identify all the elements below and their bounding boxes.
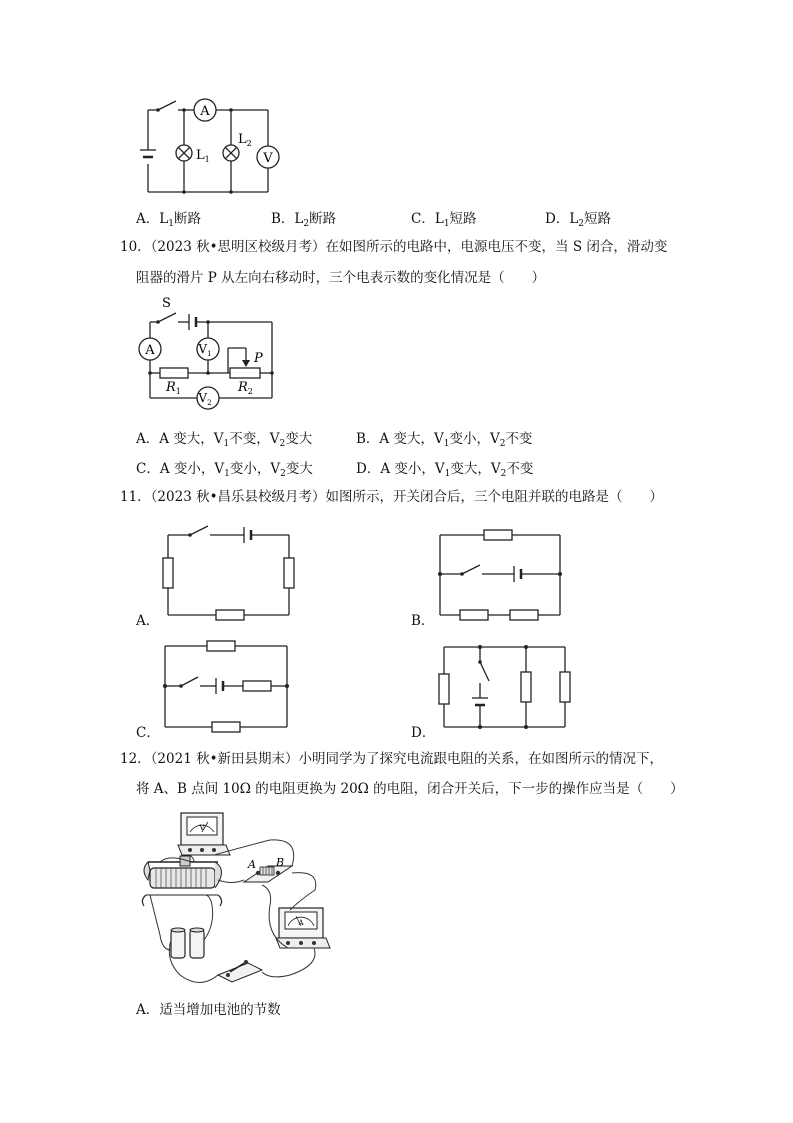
svg-text:A: A — [298, 919, 304, 927]
q12-voltmeter-icon — [178, 813, 230, 855]
q12-ammeter-icon — [276, 908, 330, 948]
q9-option-d[interactable]: D．$L_2$短路 — [545, 211, 612, 229]
q11-option-d[interactable]: D． — [411, 725, 436, 741]
svg-text:V2: $V_2$ — [198, 391, 212, 407]
q9-option-b[interactable]: B．$L_2$断路 — [271, 211, 337, 229]
q10-option-d[interactable]: D．A 变小，$V_1$变大，$V_2$不变 — [356, 461, 534, 479]
q9-voltmeter-label: V — [263, 151, 273, 166]
q9-ammeter-label: A — [200, 104, 210, 119]
q11-option-c[interactable]: C． — [136, 725, 160, 741]
q10-stem-line2: 阻器的滑片 P 从左向右移动时，三个电表示数的变化情况是（ ） — [136, 270, 546, 286]
q9-option-c[interactable]: C．$L_1$短路 — [411, 211, 477, 229]
q9-l1-label: $L_1$ — [196, 148, 210, 164]
q11-option-a[interactable]: A． — [136, 613, 160, 629]
q10-option-a[interactable]: A．A 变大，$V_1$不变，$V_2$变大 — [136, 431, 313, 449]
svg-text:V1: $V_1$ — [198, 342, 212, 358]
q10-stem-line1: 10．（2023 秋•思明区校级月考）在如图所示的电路中，电源电压不变，当 S 闭合，滑动变 — [120, 239, 668, 255]
svg-text:B: B — [276, 856, 285, 869]
q12-battery-icon — [171, 928, 204, 958]
q9-option-a[interactable]: A．$L_1$断路 — [136, 211, 201, 229]
q10-option-b[interactable]: B．A 变大，$V_1$变小，$V_2$不变 — [356, 431, 533, 449]
q10-slider-label: P — [254, 351, 263, 366]
svg-text:A: A — [248, 858, 256, 871]
q10-option-c[interactable]: C．A 变小，$V_1$变小，$V_2$变大 — [136, 461, 313, 479]
svg-text:V: V — [199, 824, 205, 832]
q11-option-b[interactable]: B． — [411, 613, 435, 629]
q9-l2-label: $L_2$ — [238, 132, 252, 148]
q10-r2-label: $R_2$ — [238, 380, 253, 396]
q12-stem-line2: 将 A、B 点间 10Ω 的电阻更换为 20Ω 的电阻，闭合开关后，下一步的操作应当是（ ） — [136, 781, 684, 797]
svg-text:A: A — [145, 343, 155, 358]
q12-knife-switch-icon — [218, 960, 262, 982]
q10-switch-label: S — [162, 296, 171, 311]
q12-option-a[interactable]: A．适当增加电池的节数 — [136, 1002, 281, 1018]
q12-resistor-board-icon — [244, 856, 292, 882]
q11-stem-line1: 11．（2023 秋•昌乐县校级月考）如图所示，开关闭合后，三个电阻并联的电路是（ ） — [120, 489, 664, 505]
q10-r1-label: $R_1$ — [166, 380, 181, 396]
q12-stem-line1: 12．（2021 秋•新田县期末）小明同学为了探究电流跟电阻的关系，在如图所示的情况下， — [120, 751, 664, 767]
